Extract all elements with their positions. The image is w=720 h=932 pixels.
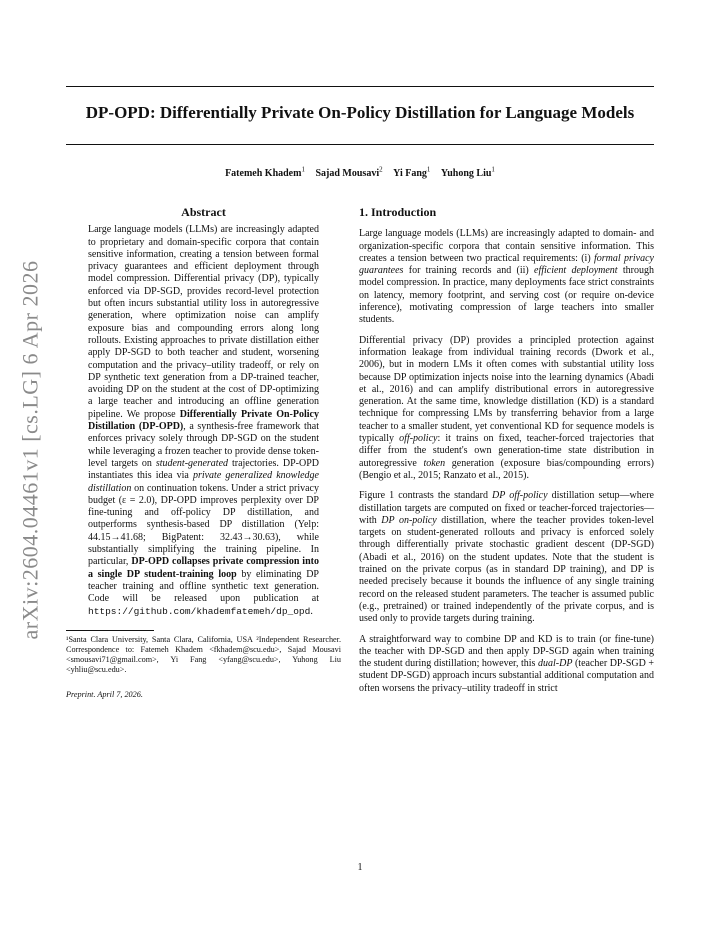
introduction-heading: 1. Introduction (359, 205, 437, 219)
preprint-note: Preprint. April 7, 2026. (66, 689, 143, 699)
author-list (66, 166, 654, 179)
title-rule-top (66, 86, 654, 87)
arxiv-identifier (12, 250, 48, 650)
intro-paragraph: Differential privacy (DP) provides a principled protection against information leakage from individual training records (Dwork et al., 2006), but in modern LMs it often comes with substantial utility loss because DP optimization injects noise into the learning dynamics (Abadi et al., 2016) and can amplify distributional errors in autoregressive generation. At the same time, knowledge distillation (KD) is a standard technique for compressing LMs by transferring behavior from a large teacher to a smaller student, yet conventional KD for sequence models is typically off-policy: it trains on fixed, teacher-forced trajectories that differ from the student's own generation-time state distribution in autoregressive token generation (exposure bias/compounding errors) (Bengio et al., 2015; Ranzato et al., 2015). (359, 334, 654, 481)
footnote-divider (66, 630, 154, 631)
affiliations-footnote: ¹Santa Clara University, Santa Clara, California, USA ²Independent Researcher. Correspondence to: Fatemeh Khadem <fkhadem@scu.edu>, Sajad Mousavi <smousavi71@gmail.com>, Yi Fang <yfang@scu.edu>, Yuhong Liu <yhliu@scu.edu>. (66, 634, 341, 674)
author: Yi Fang$^1$ (393, 166, 431, 180)
paper-title: DP-OPD: Differentially Private On-Policy Distillation for Language Models (85, 103, 635, 122)
page-number: 1 (357, 862, 363, 873)
author: Yuhong Liu$^1$ (440, 166, 495, 180)
title-rule-bottom (66, 144, 654, 145)
intro-paragraph: Figure 1 contrasts the standard DP off-policy distillation setup—where distillation targets are computed on fixed or teacher-forced trajectories—with DP on-policy distillation, where the teacher provides token-level targets on student-generated rollouts and privacy is enforced solely through differentially private stochastic gradient descent (DP-SGD) (Abadi et al., 2016) on the student updates. Note that the student is trained on the private corpus (as in standard DP training), and DP is needed precisely because it bounds the influence of any single training record on the released student parameters. The teacher is assumed public (e.g., pretrained) or trained independently of the private corpus, and is used only to provide targets during training. (359, 490, 654, 625)
left-column (66, 206, 341, 701)
right-column (359, 206, 654, 703)
abstract-heading: Abstract (181, 205, 226, 219)
arxiv-identifier-text: arXiv:2604.04461v1 [cs.LG] 6 Apr 2026 (17, 260, 43, 640)
author: Sajad Mousavi$^2$ (315, 166, 383, 180)
code-link[interactable]: https://github.com/khademfatemeh/dp_opd (88, 605, 311, 617)
abstract-body: Large language models (LLMs) are increasingly adapted to proprietary and domain-specific corpora that contain sensitive information, creating a tension between formal privacy guarantees and efficient deployment through model compression. Differential privacy (DP), typically enforced via DP-SGD, provides record-level protection but often incurs substantial utility loss in autoregressive generation, where optimization noise can amplify exposure bias and compounding errors along long rollouts. Existing approaches to private distillation either apply DP-SGD to both teacher and student, worsening computation and the privacy–utility tradeoff, or rely on DP synthetic text generation from a DP-trained teacher, avoiding DP on the student at the cost of DP-optimizing a large teacher and introducing an offline generation pipeline. We propose Differentially Private On-Policy Distillation (DP-OPD), a synthesis-free framework that enforces privacy solely through DP-SGD on the student while leveraging a frozen teacher to provide dense token-level targets on student-generated trajectories. DP-OPD instantiates this idea via private generalized knowledge distillation on continuation tokens. Under a strict privacy budget (ε = 2.0), DP-OPD improves perplexity over DP fine-tuning and off-policy DP distillation, and outperforms synthesis-based DP distillation (Yelp: 44.15→41.68; BigPatent: 32.43→30.63), while substantially simplifying the training pipeline. In particular, DP-OPD collapses private compression into a single DP student-training loop by eliminating DP teacher training and offline synthetic text generation. Code will be released upon publication at https://github.com/khademfatemeh/dp_opd. (88, 224, 320, 617)
intro-paragraph: A straightforward way to combine DP and KD is to train (or fine-tune) the teacher with DP-SGD and then apply DP-SGD again when training the student during distillation; however, this dual-DP (teacher DP-SGD + student DP-SGD) approach incurs substantial additional computation and often worsens the privacy–utility tradeoff in strict (359, 633, 655, 694)
intro-paragraph: Large language models (LLMs) are increasingly adapted to domain- and organization-specific corpora that contain sensitive information. This creates a tension between two practical requirements: (i) formal privacy guarantees for training records and (ii) efficient deployment through model compression. In practice, many deployments face strict constraints on latency, memory footprint, and serving cost (or require on-device inference), motivating compression of large teachers into smaller students. (359, 228, 655, 326)
author: Fatemeh Khadem$^1$ (225, 166, 305, 180)
